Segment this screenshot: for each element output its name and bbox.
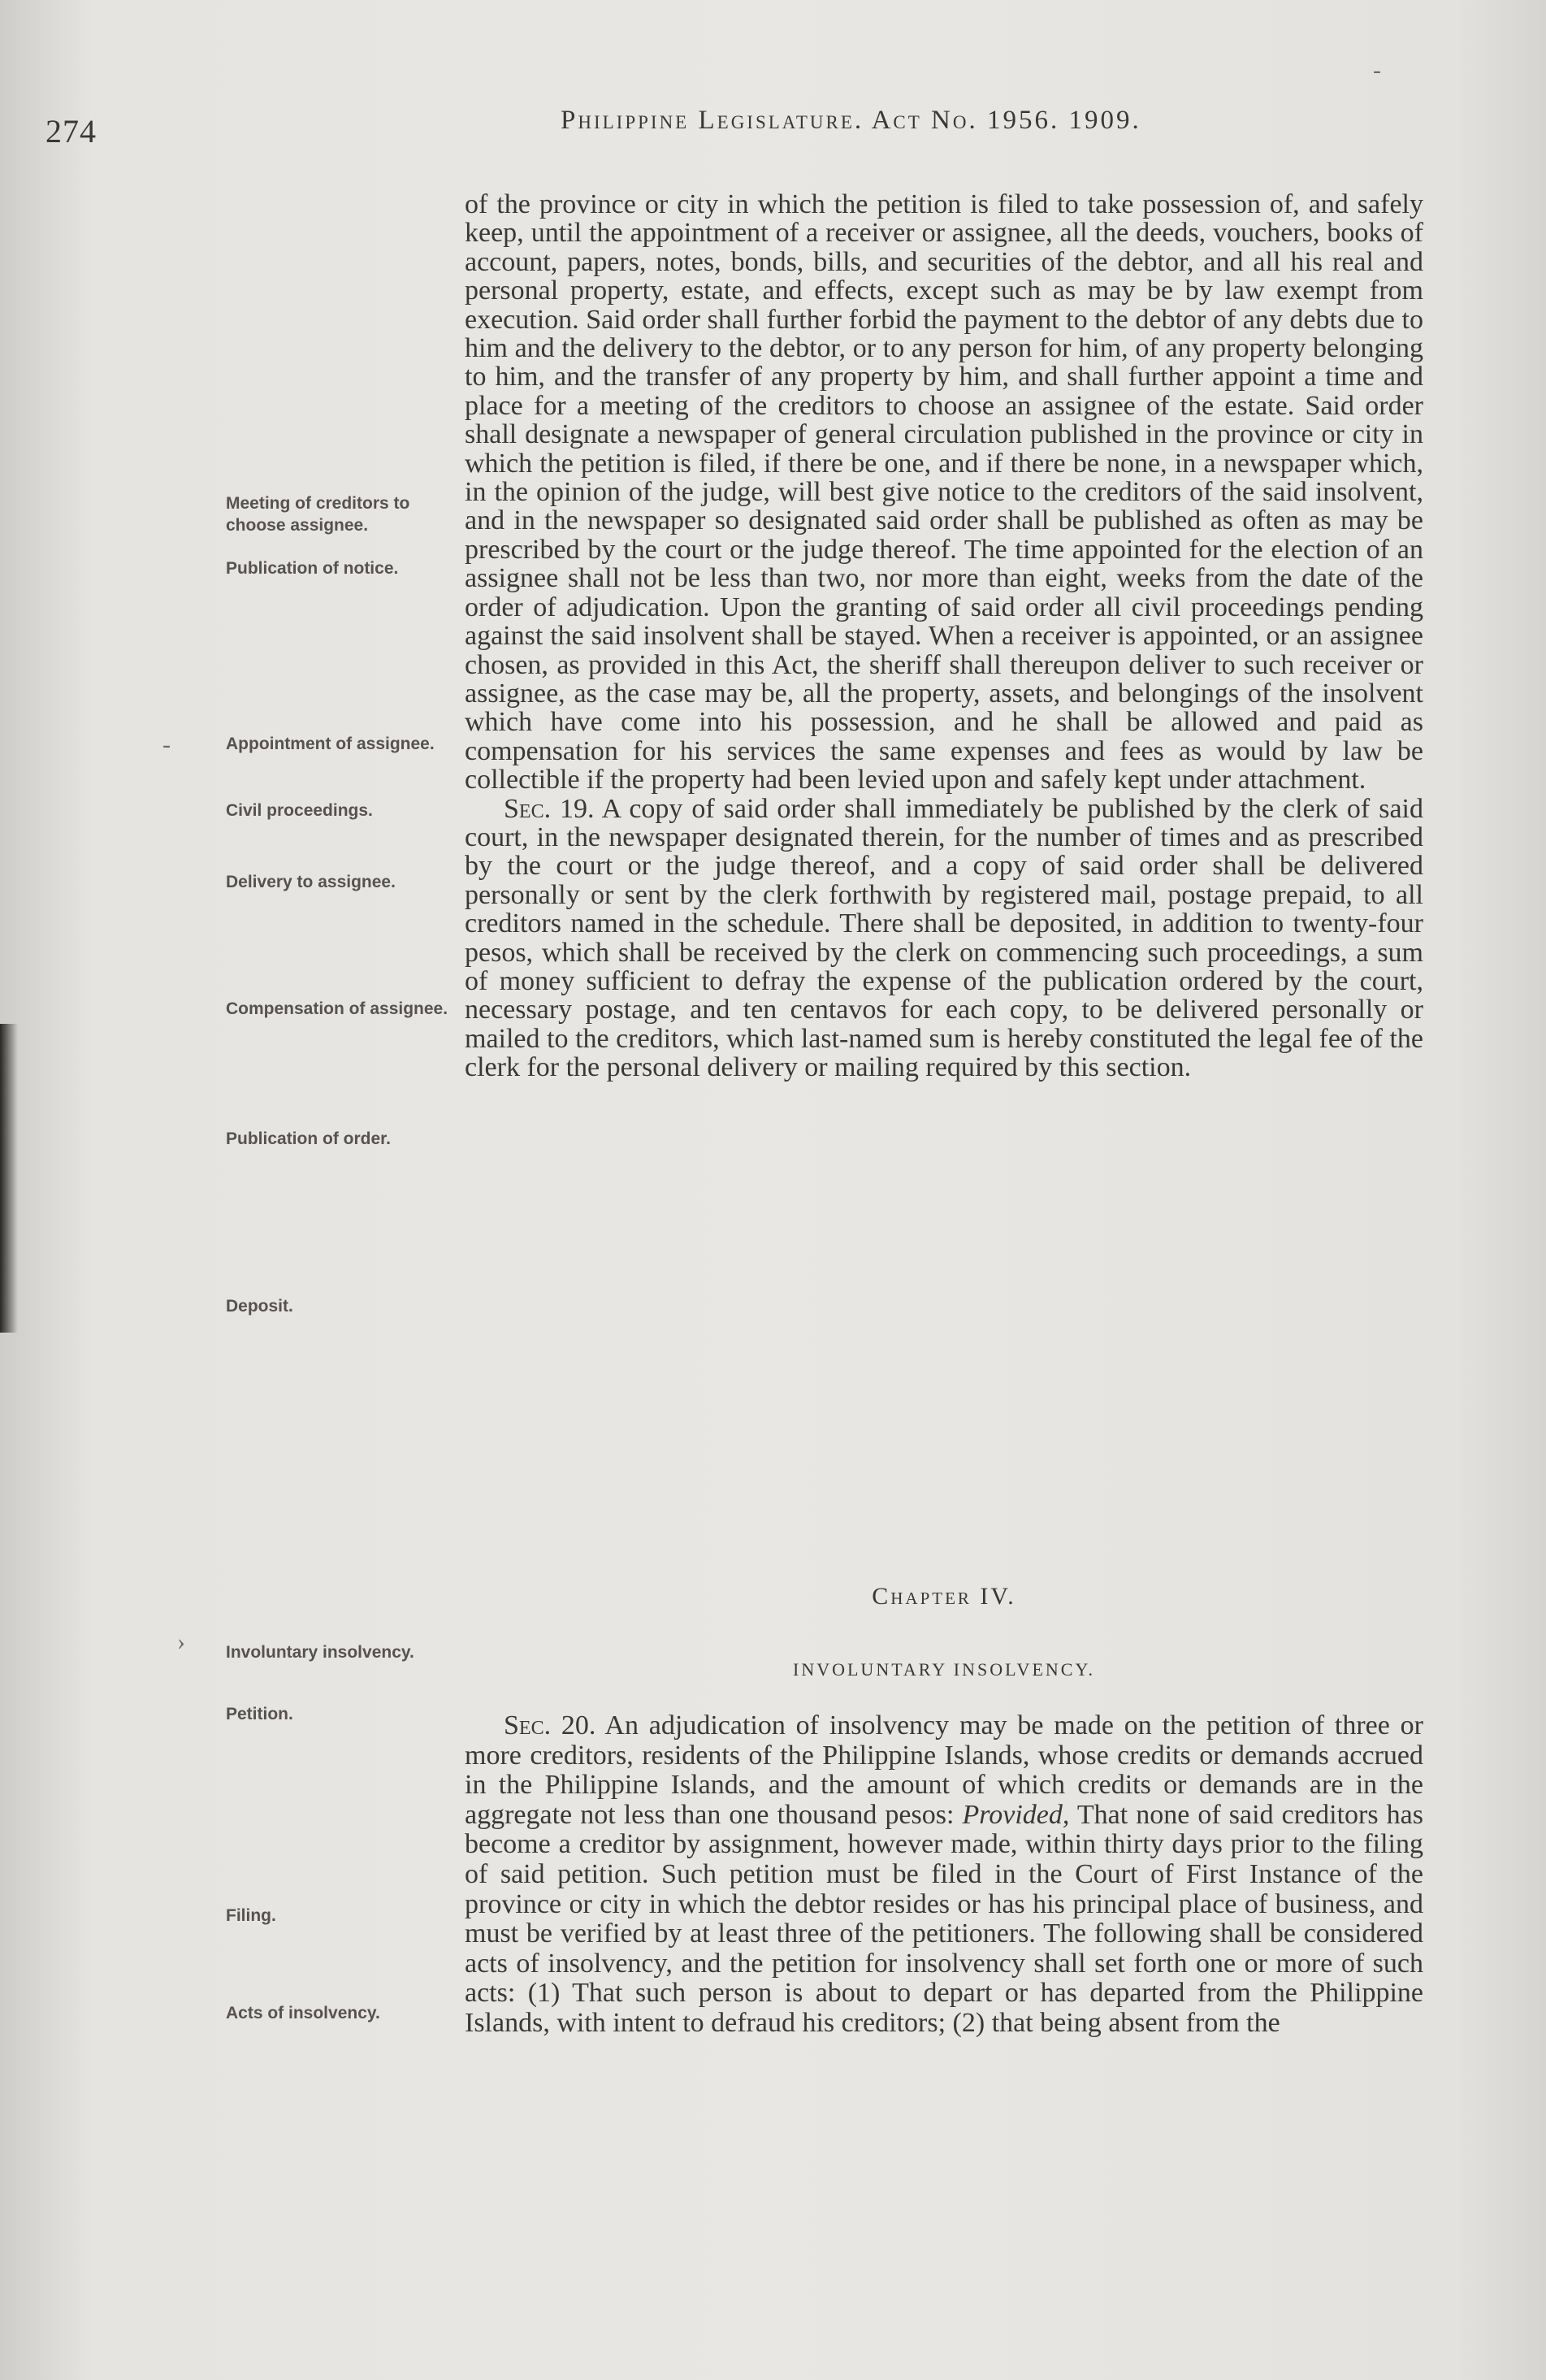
margin-note-civil-proceedings: Civil proceedings. xyxy=(226,801,373,820)
margin-note-appointment-of-assignee: Appointment of assignee. xyxy=(226,735,435,753)
running-head: Philippine Legislature. Act No. 1956. 1909. xyxy=(561,106,1141,135)
margin-note-filing: Filing. xyxy=(226,1906,276,1925)
margin-note-compensation-of-assignee: Compensation of assignee. xyxy=(226,999,448,1018)
margin-note-acts-of-insolvency: Acts of insolvency. xyxy=(226,2004,380,2022)
margin-note-publication-of-order: Publication of order. xyxy=(226,1129,392,1148)
binding-shadow xyxy=(0,1024,18,1333)
body-text-upper xyxy=(465,190,1423,1082)
margin-note-involuntary-insolvency: Involuntary insolvency. xyxy=(226,1643,414,1662)
margin-note-meeting-of-creditors: Meeting of creditors to choose assignee. xyxy=(226,494,410,535)
section-19-paragraph xyxy=(465,795,1423,1082)
margin-note-deposit: Deposit. xyxy=(226,1297,293,1316)
chapter-title: Chapter IV. xyxy=(872,1583,1016,1610)
section-20-label: Sec. 20. xyxy=(504,1710,596,1741)
chapter-subtitle: INVOLUNTARY INSOLVENCY. xyxy=(793,1659,1095,1680)
paragraph-continuation: of the province or city in which the petition is filed to take possession of, and safely keep, until the appointment of a receiver or assignee, all the deeds, vouchers, books of account, papers, notes, bonds, bills, and securities of the debtor, and all his real and personal property, estate, and effects, except such as may be by law exempt from execution. Said order shall further forbid the payment to the debtor of any debts due to him and the delivery to the debtor, or to any person for him, of any property belonging to him, and the transfer of any property by him, and shall further appoint a time and place for a meeting of the creditors to choose an assignee of the estate. Said order shall designate a newspaper of general circulation published in the province or city in which the petition is filed, if there be one, and if there be none, in a newspaper which, in the opinion of the judge, will best give notice to the creditors of the said insolvent, and in the newspaper so designated said order shall be published as often as may be prescribed by the court or the judge thereof. The time appointed for the election of an assignee shall not be less than two, nor more than eight, weeks from the date of the order of adjudication. Upon the granting of said order all civil proceedings pending against the said insolvent shall be stayed. When a receiver is appointed, or an assignee chosen, as provided in this Act, the sheriff shall thereupon deliver to such receiver or assignee, as the case may be, all the property, assets, and belongings of the insolvent which have come into his possession, and he shall be allowed and paid as compensation for his services the same expenses and fees as would by law be collectible if the property had been levied upon and safely kept under attachment. xyxy=(465,189,1423,796)
section-20-text-a: An adjudication of insolvency may be made on the petition of three or more creditors, residents of the Philippine Islands, whose credits or demands accrued in the Philippine Islands, and the amount of which credits or demands are in the aggregate not less than one thousand pesos: xyxy=(465,1710,1423,1830)
scan-speck: - xyxy=(162,731,171,758)
page-number: 274 xyxy=(45,113,97,150)
section-19-label: Sec. 19. xyxy=(504,793,595,824)
body-text-lower xyxy=(465,1711,1423,2039)
section-20-provided: Provided, xyxy=(962,1799,1070,1830)
margin-note-delivery-to-assignee: Delivery to assignee. xyxy=(226,873,396,891)
section-19-text: A copy of said order shall immediately be published by the clerk of said court, in the newspaper designated therein, for the number of times and as prescribed by the court or the judge thereof, and a copy of said order shall be delivered personally or sent by the clerk forthwith by registered mail, postage prepaid, to all creditors named in the schedule. There shall be deposited, in addition to twenty-four pesos, which shall be received by the clerk on commencing such proceedings, a sum of money sufficient to defray the expense of the publication ordered by the court, necessary postage, and ten centavos for each copy, to be delivered personally or mailed to the creditors, which last-named sum is hereby constituted the legal fee of the clerk for the personal delivery or mailing required by this section. xyxy=(465,793,1423,1083)
section-20-paragraph xyxy=(465,1711,1423,2039)
margin-note-petition: Petition. xyxy=(226,1705,293,1723)
margin-note-publication-of-notice: Publication of notice. xyxy=(226,559,399,578)
section-20-text-b: That none of said creditors has become a creditor by assignment, however made, within thirty days prior to the filing of said petition. Such petition must be filed in the Court of First Instance of the province or city in which the debtor resides or has his principal place of business, and must be verified by at least three of the petitioners. The following shall be considered acts of insolvency, and the petition for insolvency shall set forth one or more of such acts: (1) That such person is about to depart or has departed from the Philippine Islands, with intent to defraud his creditors; (2) that being absent from the xyxy=(465,1799,1423,2038)
scan-speck: › xyxy=(177,1628,185,1655)
scan-speck: - xyxy=(1373,57,1381,84)
